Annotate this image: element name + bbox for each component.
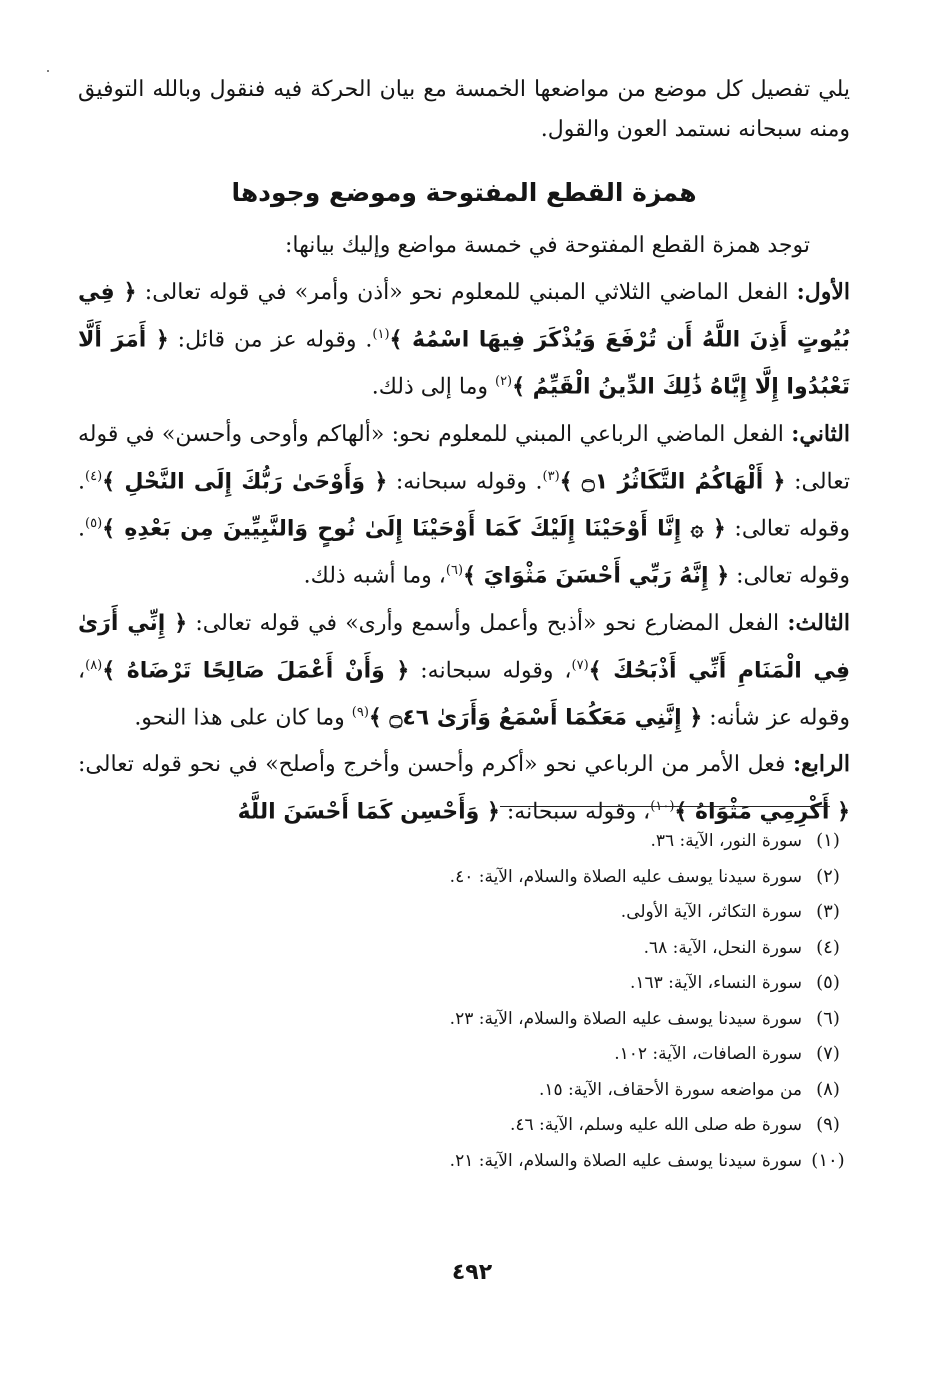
footnote-text: سورة النساء، الآية: ١٦٣. (629, 973, 802, 993)
footnote-reference: (٧) (571, 657, 589, 673)
footnote-reference: (٢) (494, 374, 513, 390)
quran-verse: ﴿ أَمَرَ أَلَّا تَعْبُدُوا إِلَّا إِيَّاهُ ذَٰلِكَ الدِّينُ الْقَيِّمُ ﴾ (78, 327, 850, 400)
section-paragraph (78, 743, 850, 833)
quran-verse: ﴿ أَكْرِمِي مَثْوَاهُ ﴾ (674, 799, 850, 825)
footnotes-list (78, 830, 850, 1185)
footnote-item (78, 830, 850, 866)
footnote-reference: (٩) (351, 704, 369, 720)
footnote-number: (٤) (816, 936, 840, 958)
intro-paragraph: يلي تفصيل كل موضع من مواضعها الخمسة مع بيان الحركة فيه فنقول وبالله التوفيق ومنه سبحانه نستمد العون والقول. (78, 77, 850, 142)
section-label: الأول: (796, 279, 850, 305)
footnote-item (78, 1043, 850, 1079)
section-paragraph (78, 271, 850, 409)
section-label: الرابع: (792, 751, 850, 778)
quran-verse: ﴿ إِنَّهُ رَبِّي أَحْسَنَ مَثْوَايَ ﴾ (463, 563, 730, 589)
footnote-item (78, 1008, 850, 1044)
footnote-reference: (٨) (85, 657, 103, 673)
footnote-number: (١) (816, 830, 840, 851)
footnote-item (78, 1150, 850, 1186)
scan-speck (47, 70, 49, 72)
footnote-reference: (١) (372, 327, 390, 342)
body-text: فعل الأمر من الرباعي نحو «أكرم وأحسن وأخرج وأصلح» في نحو قوله تعالى: (78, 752, 793, 778)
footnote-number: (٦) (816, 1007, 840, 1029)
quran-verse: ﴿ إِنَّنِي مَعَكُمَا أَسْمَعُ وَأَرَىٰ ۝٤٦ ﴾ (368, 705, 703, 731)
footnote-number: (٣) (816, 901, 840, 922)
quran-verse: ﴿ وَأَحْسِن كَمَا أَحْسَنَ اللَّهُ (237, 799, 500, 825)
lead-paragraph: توجد همزة القطع المفتوحة في خمسة مواضع وإليك بيانها: (284, 233, 810, 258)
section-label: الثاني: (791, 420, 850, 447)
body-text: الفعل الماضي الرباعي المبني للمعلوم نحو: «ألهاكم وأوحى وأحسن» في قوله تعالى: (78, 421, 850, 494)
footnote-reference: (٦) (445, 563, 464, 579)
body-text: ، وما أشبه ذلك. (303, 563, 446, 589)
page-body (78, 70, 850, 838)
quran-verse: ﴿ إِنِّي أَرَىٰ فِي الْمَنَامِ أَنِّي أَذْبَحُكَ ﴾ (78, 610, 850, 683)
body-text: ، وقوله سبحانه: (499, 799, 651, 825)
footnote-item (78, 866, 850, 902)
footnote-text: سورة طه صلى الله عليه وسلم، الآية: ٤٦. (509, 1115, 802, 1135)
body-text: . وقوله سبحانه: (387, 468, 543, 494)
footnote-item (78, 937, 850, 973)
footnote-reference: (٣) (542, 468, 560, 484)
footnote-text: سورة الصافات، الآية: ١٠٢. (614, 1044, 802, 1064)
quran-verse: ﴿ فِي بُيُوتٍ أَذِنَ اللَّهُ أَن تُرْفَعَ وَيُذْكَرَ فِيهَا اسْمُهُ ﴾ (78, 280, 850, 353)
footnote-number: (٧) (816, 1043, 840, 1064)
footnote-number: (٢) (816, 865, 840, 887)
quran-verse: ﴿ وَأَوْحَىٰ رَبُّكَ إِلَى النَّحْلِ ﴾ (102, 468, 388, 494)
page-number: ٤٩٢ (451, 1260, 493, 1285)
footnote-item (78, 972, 850, 1008)
body-text: وما إلى ذلك. (371, 374, 495, 400)
section-paragraph (78, 602, 850, 740)
body-text: وما كان على هذا النحو. (134, 705, 352, 731)
footnote-text: سورة سيدنا يوسف عليه الصلاة والسلام، الآية: ٢٣. (449, 1008, 802, 1029)
footnote-text: سورة سيدنا يوسف عليه الصلاة والسلام، الآية: ٤٠. (449, 866, 802, 887)
footnote-number: (٨) (816, 1078, 840, 1100)
footnote-text: من مواضعه سورة الأحقاف، الآية: ١٥. (538, 1079, 802, 1100)
footnote-item (78, 901, 850, 937)
section-heading: همزة القطع المفتوحة وموضع وجودها (231, 178, 697, 207)
body-text: الفعل المضارع نحو «أذبح وأعمل وأسمع وأرى» في قوله تعالى: (187, 610, 788, 636)
footnote-reference: (١٠) (650, 799, 675, 815)
footnote-number: (٩) (816, 1114, 840, 1135)
footnote-reference: (٤) (85, 468, 103, 484)
body-text: ، وقوله عز شأنه: (78, 657, 850, 731)
footnote-item (78, 1114, 850, 1150)
quran-verse: ﴿ ۞ إِنَّا أَوْحَيْنَا إِلَيْكَ كَمَا أَوْحَيْنَا إِلَىٰ نُوحٍ وَالنَّبِيِّينَ مِن بَعْدِهِ ﴾ (102, 516, 726, 542)
body-text: . وقوله عز من قائل: (168, 327, 373, 353)
body-text: . وقوله تعالى: (78, 468, 850, 542)
quran-verse: ﴿ وَأَنْ أَعْمَلَ صَالِحًا تَرْضَاهُ ﴾ (102, 657, 410, 683)
footnote-text: سورة التكاثر، الآية الأولى. (620, 902, 802, 922)
footnote-text: سورة النور، الآية: ٣٦. (650, 831, 802, 851)
section-paragraph (78, 413, 850, 598)
footnote-reference: (٥) (85, 515, 103, 531)
body-text: الفعل الماضي الثلاثي المبني للمعلوم نحو «أذن وأمر» في قوله تعالى: (136, 280, 797, 305)
body-text: ، وقوله سبحانه: (409, 657, 572, 683)
body-text: . وقوله تعالى: (78, 516, 850, 589)
footnote-number: (٥) (816, 972, 840, 993)
section-label: الثالث: (787, 609, 850, 636)
footnote-text: سورة النحل، الآية: ٦٨. (643, 937, 802, 958)
footnote-number: (١٠) (811, 1149, 845, 1171)
footnote-item (78, 1079, 850, 1115)
sections-container (78, 271, 850, 834)
footnote-text: سورة سيدنا يوسف عليه الصلاة والسلام، الآية: ٢١. (449, 1150, 802, 1171)
quran-verse: ﴿ أَلْهَاكُمُ التَّكَاثُرُ ۝١ ﴾ (559, 468, 786, 494)
